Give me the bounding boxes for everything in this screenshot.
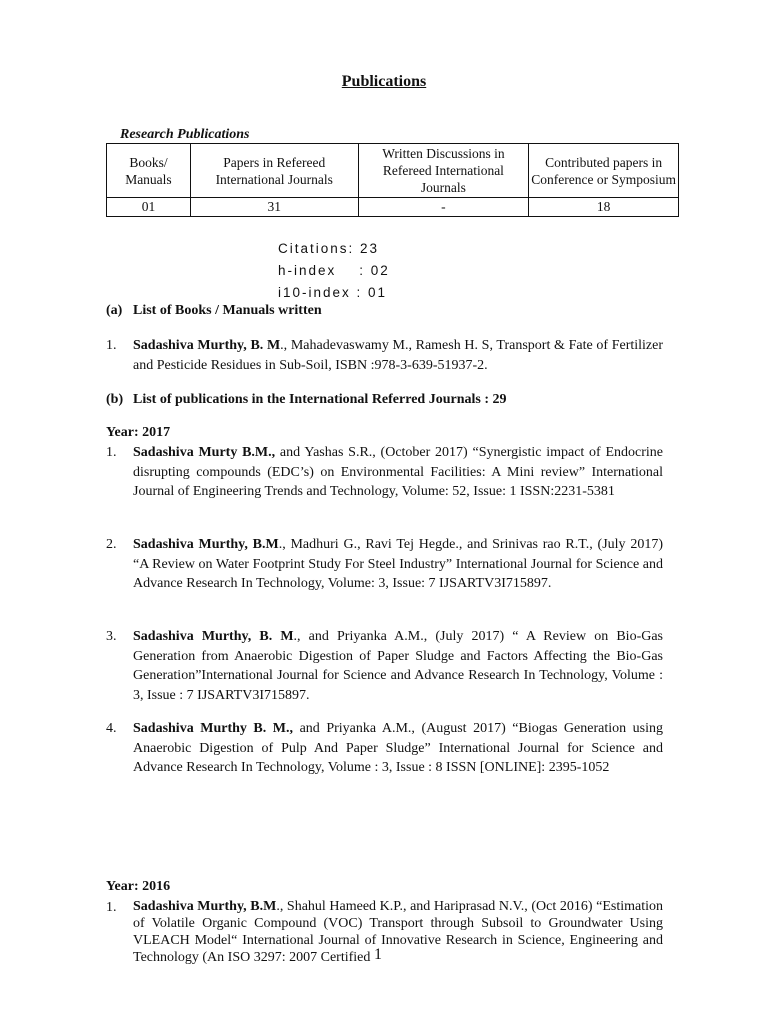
entry-text: ., Mahadevaswamy M., Ramesh H. S, Transport & Fate of Fertilizer and Pesticide Residues in Sub-Soil, ISBN :978-3-639-51937-2. [133, 338, 664, 373]
entry-number: 1. [106, 445, 117, 460]
entry-text: and Priyanka A.M., (August 2017) “Biogas Generation using Anaerobic Digestion of Pulp And Paper Sludge” International Journal for Science and Advance Research In Technology, Volume : 3, Issue : 8 ISSN [ONLINE]: 2395-1052 [133, 721, 663, 775]
citations-metric: Citations: 23 [278, 241, 380, 256]
year-2017-heading: Year: 2017 [106, 425, 171, 440]
section-a-title: List of Books / Manuals written [133, 303, 322, 318]
entry-number: 4. [106, 721, 117, 736]
section-a-tag: (a) [106, 303, 123, 318]
entry-authors: Sadashiva Murthy, B.M [133, 899, 277, 914]
entry-number: 3. [106, 629, 117, 644]
entry-authors: Sadashiva Murty B.M., [133, 445, 276, 460]
section-a-heading [106, 303, 322, 319]
table-value-row [107, 198, 679, 217]
entry-authors: Sadashiva Murthy B. M., [133, 721, 294, 736]
entry-number: 1. [106, 900, 117, 915]
header-contributed-papers: Contributed papers in Conference or Symposium [529, 144, 679, 198]
book-entry [106, 336, 663, 375]
entry-authors: Sadashiva Murthy, B. M [133, 629, 294, 644]
journal-entry [106, 627, 663, 705]
i10-index-metric: i10-index : 01 [278, 285, 388, 300]
header-written-discussions: Written Discussions in Refereed International Journals [358, 144, 529, 198]
entry-authors: Sadashiva Murthy, B.M [133, 537, 279, 552]
journal-entry [106, 719, 663, 778]
value-papers-refereed: 31 [190, 198, 358, 217]
page-title: Publications [341, 73, 427, 90]
header-books-manuals: Books/ Manuals [107, 144, 191, 198]
entry-text: ., and Priyanka A.M., (July 2017) “ A Review on Bio-Gas Generation from Anaerobic Digestion of Paper Sludge and Factors Affecting the Bio-Gas Generation”International Journal for Science and Advance Research In Technology, Volume : 3, Issue : 7 IJSARTV3I715897. [133, 629, 664, 703]
research-publications-table [106, 143, 679, 217]
value-books-manuals: 01 [107, 198, 191, 217]
section-b-title: List of publications in the International Referred Journals : 29 [133, 392, 507, 407]
research-publications-heading: Research Publications [120, 127, 250, 142]
page-number: 1 [374, 946, 382, 963]
journal-entry [106, 443, 663, 502]
header-papers-refereed: Papers in Refereed International Journals [190, 144, 358, 198]
journal-entry [106, 535, 663, 594]
entry-number: 2. [106, 537, 117, 552]
table-header-row [107, 144, 679, 198]
entry-authors: Sadashiva Murthy, B. M [133, 338, 281, 353]
entry-text: ., Madhuri G., Ravi Tej Hegde., and Srinivas rao R.T., (July 2017) “A Review on Water Footprint Study For Steel Industry” International Journal for Science and Advance Research In Technology, Volume: 3, Issue: 7 IJSARTV3I715897. [133, 537, 663, 591]
h-index-metric: h-index : 02 [278, 263, 390, 278]
value-contributed-papers: 18 [529, 198, 679, 217]
value-written-discussions: - [358, 198, 529, 217]
entry-number: 1. [106, 338, 117, 353]
journal-entry [106, 898, 663, 966]
entry-text: ., Shahul Hameed K.P., and Hariprasad N.V., (Oct 2016) “Estimation of Volatile Organic Compound (VOC) Transport through Subsoil to Groundwater Using VLEACH Model“ International Journal of Innovative Research in Science, Engineering and Technology (An ISO 3297: 2007 Certified [133, 899, 663, 965]
section-b-tag: (b) [106, 392, 124, 407]
section-b-heading [106, 392, 506, 408]
year-2016-heading: Year: 2016 [106, 879, 171, 894]
entry-text: and Yashas S.R., (October 2017) “Synergistic impact of Endocrine disrupting compounds (EDC’s) on Environmental Facilities: A Mini review” International Journal of Engineering Trends and Technology, Volume: 52, Issue: 1 ISSN:2231-5381 [133, 445, 664, 499]
